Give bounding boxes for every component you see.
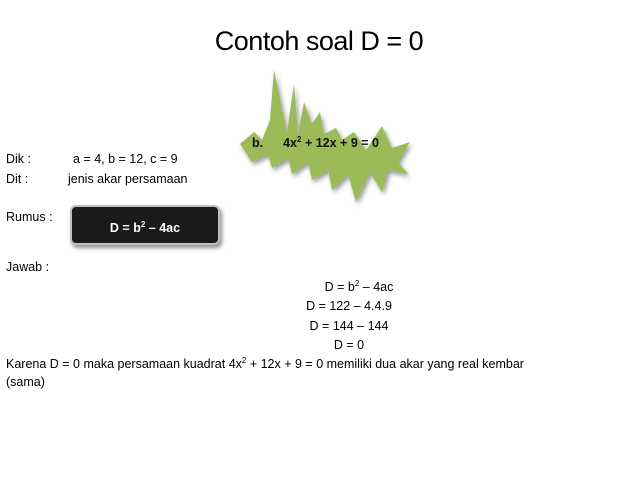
jawab-label: Jawab : <box>6 260 50 274</box>
dit-value: jenis akar persamaan <box>68 172 188 186</box>
rumus-label: Rumus : <box>6 210 53 224</box>
slide-title: Contoh soal D = 0 <box>214 26 424 56</box>
step-4: D = 0 <box>333 338 365 352</box>
dit-label: Dit : <box>6 172 29 186</box>
problem-label: b. <box>252 136 264 150</box>
problem-equation: b. $4x^2 + 12x + 9 = 0$ <box>252 135 379 150</box>
step-2: D = 122 – 4.4.9 <box>306 299 392 313</box>
dik-value: a = 4, b = 12, c = 9 <box>73 152 178 166</box>
step-1: $D = b^2 - 4ac$ <box>324 279 394 294</box>
dit-row <box>6 172 188 186</box>
step-3: D = 144 – 144 <box>309 319 389 333</box>
formula-box: $D = b^2 - 4ac$ <box>70 205 220 245</box>
dik-row <box>6 152 178 166</box>
conclusion-line-2: (sama) <box>6 375 45 389</box>
dik-label: Dik : <box>6 152 31 166</box>
conclusion-line-1: Karena D = 0 maka persamaan kuadrat $4x^2 + 12x + 9 = 0$ memiliki dua akar yang real kembar <box>6 356 524 371</box>
